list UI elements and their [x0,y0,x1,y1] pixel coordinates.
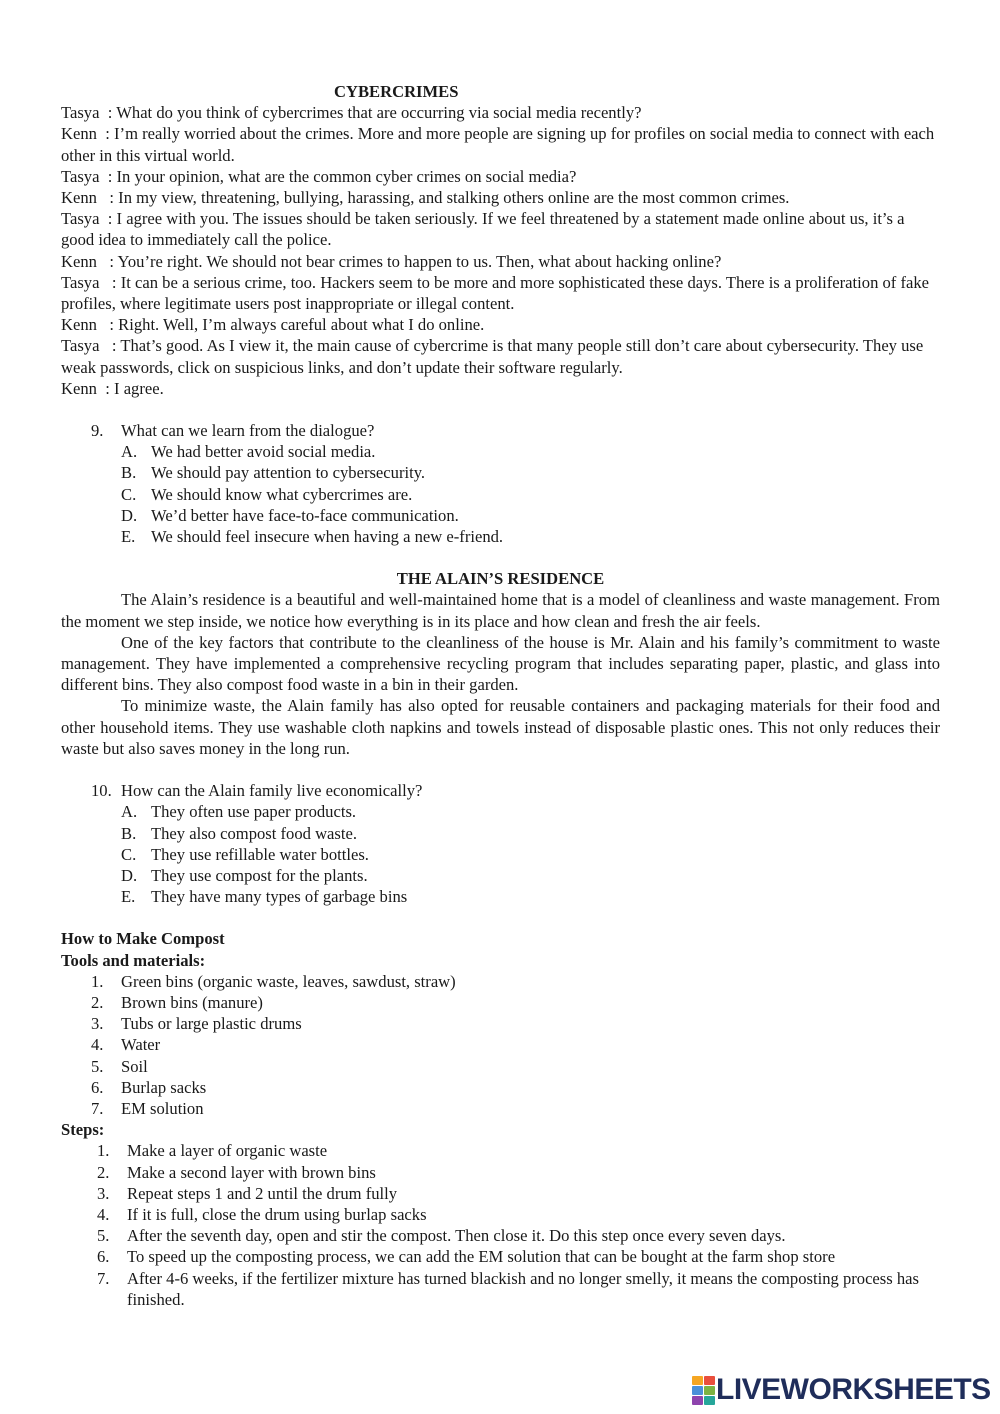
dialogue-line: Tasya : What do you think of cybercrimes that are occurring via social media recently? [61,103,642,123]
liveworksheets-logo-icon [692,1376,714,1404]
list-item: 5. After the seventh day, open and stir the compost. Then close it. Do this step once every seven days. [97,1226,786,1246]
residence-paragraph: One of the key factors that contribute to the cleanliness of the house is Mr. Alain and his family’s commitment to waste management. They have implemented a comprehensive recycling program that includes separating paper, plastic, and glass into different bins. They also compost food waste in a bin in their garden. [61,632,940,695]
tools-list [61,971,940,1119]
question-10 [61,780,940,907]
option-b[interactable]: B. They also compost food waste. [121,823,357,843]
worksheet-page [61,81,940,1310]
liveworksheets-logo[interactable] [692,1375,991,1405]
option-e[interactable]: E. They have many types of garbage bins [121,887,408,907]
logo-text: LIVEWORKSHEETS [716,1373,991,1407]
option-d[interactable]: D. They use compost for the plants. [121,865,368,885]
dialogue-line: Tasya : In your opinion, what are the common cyber crimes on social media? [61,166,577,186]
list-item: 6. Burlap sacks [91,1077,207,1097]
list-item: 1. Green bins (organic waste, leaves, sawdust, straw) [91,971,456,991]
dialogue-line: Tasya : I agree with you. The issues should be taken seriously. If we feel threatened by a statement made online about us, it’s a good idea to immediately call the police. [61,209,905,250]
compost-title: How to Make Compost [61,929,225,949]
option-a[interactable]: A. They often use paper products. [121,802,357,822]
list-item: 7. After 4-6 weeks, if the fertilizer mixture has turned blackish and no longer smelly, it means the composting process has finished. [97,1268,919,1309]
option-d[interactable]: D. We’d better have face-to-face communication. [121,505,459,525]
list-item: 3. Repeat steps 1 and 2 until the drum fully [97,1183,398,1203]
list-item: 4. If it is full, close the drum using burlap sacks [97,1204,427,1224]
dialogue [61,102,940,399]
residence-title: THE ALAIN’S RESIDENCE [396,569,605,589]
dialogue-line: Tasya : It can be a serious crime, too. Hackers seem to be more and more sophisticated these days. There is a proliferation of fake profiles, where legitimate users post inappropriate or illegal content. [61,272,930,314]
option-b[interactable]: B. We should pay attention to cybersecurity. [121,463,426,483]
question-9 [61,420,940,547]
dialogue-line: Kenn : Right. Well, I’m always careful about what I do online. [61,315,485,335]
dialogue-line: Tasya : That’s good. As I view it, the main cause of cybercrime is that many people still don’t care about cybersecurity. They use weak passwords, click on suspicious links, and don’t update their software regularly. [61,336,924,377]
dialogue-line: Kenn : In my view, threatening, bullying, harassing, and stalking others online are the most common crimes. [61,188,790,208]
list-item: 2. Make a second layer with brown bins [97,1162,376,1182]
dialogue-line: Kenn : You’re right. We should not bear crimes to happen to us. Then, what about hacking online? [61,251,722,271]
steps-list [61,1140,940,1310]
option-a[interactable]: A. We had better avoid social media. [121,442,376,462]
list-item: 6. To speed up the composting process, we can add the EM solution that can be bought at the farm shop store [97,1247,836,1267]
list-item: 4. Water [91,1035,161,1055]
list-item: 3. Tubs or large plastic drums [91,1014,302,1034]
dialogue-line: Kenn : I agree. [61,378,164,398]
tools-heading: Tools and materials: [61,950,206,970]
list-item: 5. Soil [91,1056,148,1076]
residence-paragraph: The Alain’s residence is a beautiful and well-maintained home that is a model of cleanliness and waste management. From the moment we step inside, we notice how everything is in its place and how clean and fresh the air feels. [61,590,940,631]
residence-paragraph: To minimize waste, the Alain family has also opted for reusable containers and packaging materials for their food and other household items. They use washable cloth napkins and towels instead of disposable plastic ones. This not only reduces their waste but also saves money in the long run. [61,696,940,758]
question-text: 9. What can we learn from the dialogue? [91,421,375,441]
option-e[interactable]: E. We should feel insecure when having a new e-friend. [121,527,504,547]
cybercrimes-title: CYBERCRIMES [334,82,459,101]
steps-heading: Steps: [61,1120,105,1140]
list-item: 2. Brown bins (manure) [91,992,263,1012]
option-c[interactable]: C. They use refillable water bottles. [121,844,369,864]
list-item: 7. EM solution [91,1098,204,1118]
dialogue-line: Kenn : I’m really worried about the crimes. More and more people are signing up for profiles on social media to connect with each other in this virtual world. [61,124,935,165]
option-c[interactable]: C. We should know what cybercrimes are. [121,484,413,504]
question-text: 10. How can the Alain family live economically? [91,781,423,801]
list-item: 1. Make a layer of organic waste [97,1141,328,1161]
